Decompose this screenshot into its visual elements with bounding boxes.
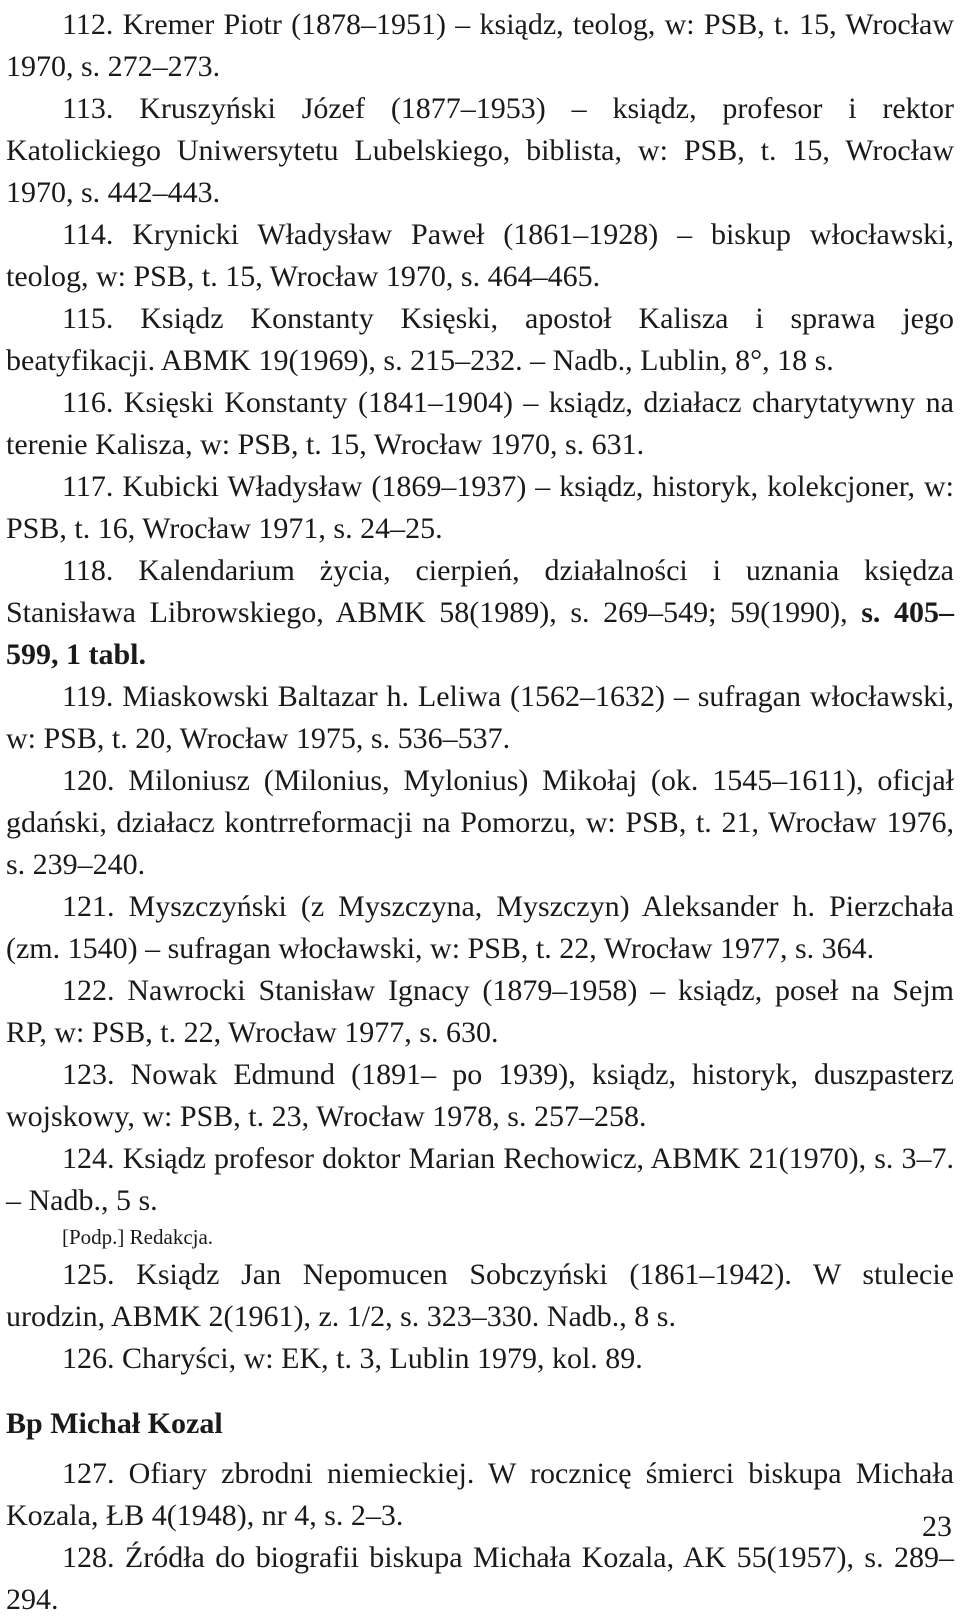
bibliography-entry-112: 112. Kremer Piotr (1878–1951) – ksiądz, teolog, w: PSB, t. 15, Wrocław 1970, s. 272–273. [6,8,954,83]
bibliography-entry-128: 128. Źródła do biografii biskupa Michała Kozala, AK 55(1957), s. 289–294. [6,1541,954,1616]
bibliography-entry-113: 113. Kruszyński Józef (1877–1953) – ksiądz, profesor i rektor Katolickiego Uniwersytetu Lubelskiego, biblista, w: PSB, t. 15, Wrocław 1970, s. 442–443. [6,92,954,209]
bibliography-entry-123: 123. Nowak Edmund (1891– po 1939), ksiądz, historyk, duszpasterz wojskowy, w: PSB, t. 23, Wrocław 1978, s. 257–258. [6,1058,954,1133]
bibliography-entry-117: 117. Kubicki Władysław (1869–1937) – ksiądz, historyk, kolekcjoner, w: PSB, t. 16, Wrocław 1971, s. 24–25. [6,470,954,545]
bibliography-entry-115: 115. Ksiądz Konstanty Księski, apostoł Kalisza i sprawa jego beatyfikacji. ABMK 19(1969), s. 215–232. – Nadb., Lublin, 8°, 18 s. [6,302,954,377]
bibliography-entry-119: 119. Miaskowski Baltazar h. Leliwa (1562–1632) – sufragan włocławski, w: PSB, t. 20, Wrocław 1975, s. 536–537. [6,680,954,755]
bibliography-entry-114: 114. Krynicki Władysław Paweł (1861–1928) – biskup włocławski, teolog, w: PSB, t. 15, Wrocław 1970, s. 464–465. [6,218,954,293]
bibliography-entry-124: 124. Ksiądz profesor doktor Marian Rechowicz, ABMK 21(1970), s. 3–7. – Nadb., 5 s. [6,1142,954,1217]
document-page [6,0,954,1621]
section-heading: Bp Michał Kozal [6,1407,223,1440]
page-number: 23 [922,1510,952,1543]
bibliography-entry-127: 127. Ofiary zbrodni niemieckiej. W rocznicę śmierci biskupa Michała Kozala, ŁB 4(1948), nr 4, s. 2–3. [6,1457,954,1532]
bibliography-entry-122: 122. Nawrocki Stanisław Ignacy (1879–1958) – ksiądz, poseł na Sejm RP, w: PSB, t. 22, Wrocław 1977, s. 630. [6,974,954,1049]
bibliography-entry-125: 125. Ksiądz Jan Nepomucen Sobczyński (1861–1942). W stulecie urodzin, ABMK 2(1961), z. 1/2, s. 323–330. Nadb., 8 s. [6,1258,954,1333]
bibliography-entry-116: 116. Księski Konstanty (1841–1904) – ksiądz, działacz charytatywny na terenie Kalisza, w: PSB, t. 15, Wrocław 1970, s. 631. [6,386,954,461]
entry-118-bold-pages: s. 405–599, 1 tabl. [6,596,954,671]
bibliography-entry-120: 120. Miloniusz (Milonius, Mylonius) Mikołaj (ok. 1545–1611), oficjał gdański, działacz kontrreformacji na Pomorzu, w: PSB, t. 21, Wrocław 1976, s. 239–240. [6,764,954,881]
entry-124-note: [Podp.] Redakcja. [62,1225,214,1249]
entry-118-text: 118. Kalendarium życia, cierpień, działalności i uznania księdza Stanisława Librowskiego, ABMK 58(1989), s. 269–549; 59(1990), [6,554,954,629]
bibliography-entry-121: 121. Myszczyński (z Myszczyna, Myszczyn) Aleksander h. Pierzchała (zm. 1540) – sufragan włocławski, w: PSB, t. 22, Wrocław 1977, s. 364. [6,890,954,965]
bibliography-entry-126: 126. Charyści, w: EK, t. 3, Lublin 1979, kol. 89. [62,1342,643,1375]
bibliography-entry-118 [6,550,954,676]
